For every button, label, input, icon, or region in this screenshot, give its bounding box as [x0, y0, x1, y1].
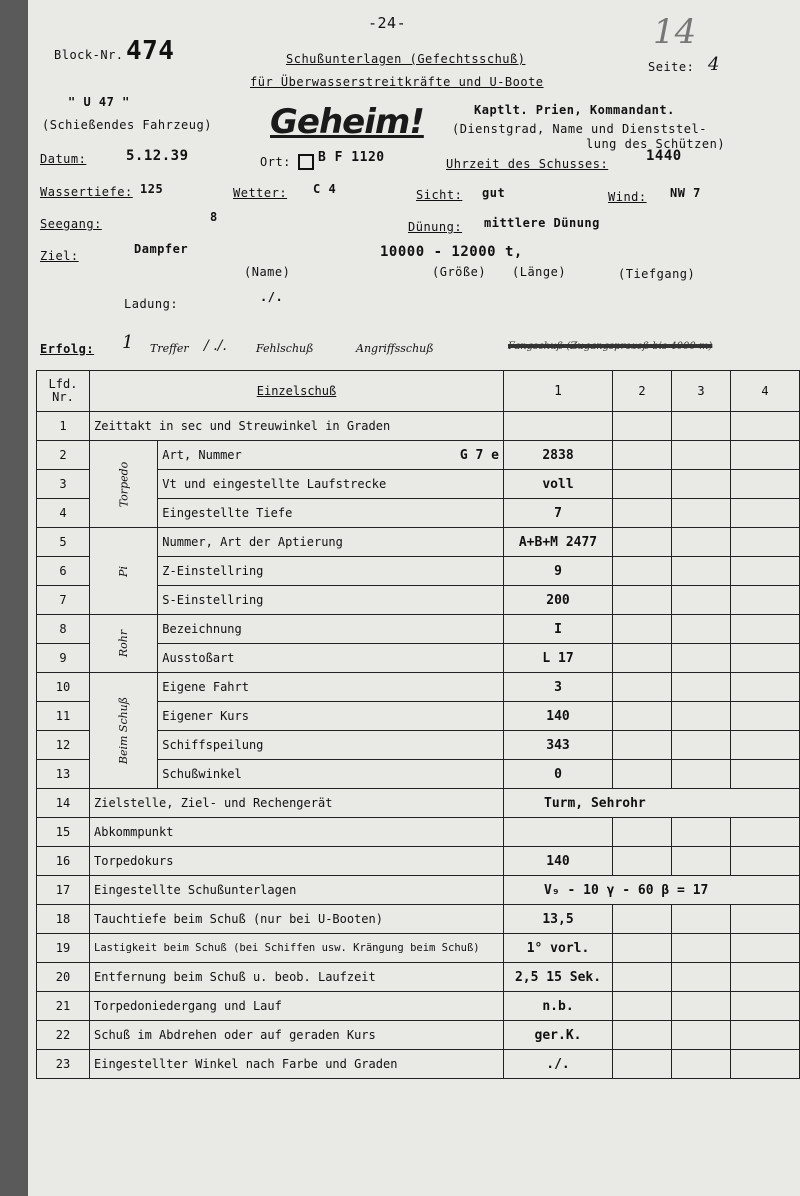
- row-number: 6: [37, 557, 90, 586]
- row-value: 3: [504, 673, 613, 702]
- row-label-text: Ausstoßart: [162, 651, 235, 665]
- cell-col-3: [672, 528, 731, 557]
- table-row: [37, 528, 800, 557]
- secret-stamp: Geheim!: [270, 102, 424, 142]
- cell-col-4: [731, 760, 800, 789]
- header-nr: Lfd. Nr.: [37, 371, 90, 412]
- row-value: A+B+M 2477: [504, 528, 613, 557]
- page-label: Seite:: [648, 60, 695, 74]
- result-attack-text: Angriffsschuß: [356, 342, 434, 355]
- cell-col-4: [731, 557, 800, 586]
- row-number: 7: [37, 586, 90, 615]
- cell-col-4: [731, 731, 800, 760]
- target-size: 10000 - 12000 t,: [380, 244, 523, 260]
- row-number: 8: [37, 615, 90, 644]
- table-row: [37, 673, 800, 702]
- block-label: Block-Nr.: [54, 48, 124, 62]
- cell-col-4: [731, 818, 800, 847]
- row-number: 19: [37, 934, 90, 963]
- cell-col-3: [672, 934, 731, 963]
- row-value: n.b.: [504, 992, 613, 1021]
- header-col-4: 4: [731, 371, 800, 412]
- wind-label: Wind:: [608, 190, 647, 204]
- row-number: 5: [37, 528, 90, 557]
- shooter-label-2: lung des Schützen): [586, 137, 726, 151]
- shot-table: [36, 370, 800, 1079]
- row-label-text: Vt und eingestellte Laufstrecke: [162, 477, 387, 491]
- cell-col-4: [731, 412, 800, 441]
- cell-col-2: [613, 499, 672, 528]
- group-label-text: Rohr: [117, 629, 131, 658]
- cell-col-4: [731, 702, 800, 731]
- table-row: [37, 615, 800, 644]
- row-label: Torpedokurs: [90, 847, 504, 876]
- row-number: 1: [37, 412, 90, 441]
- cell-col-2: [613, 992, 672, 1021]
- result-hits: 1: [122, 332, 134, 353]
- row-label: Torpedoniedergang und Lauf: [90, 992, 504, 1021]
- weather-label: Wetter:: [233, 186, 288, 200]
- cell-col-3: [672, 499, 731, 528]
- cell-col-2: [613, 557, 672, 586]
- row-label: [158, 760, 504, 789]
- cell-col-4: [731, 441, 800, 470]
- row-number: 17: [37, 876, 90, 905]
- cell-col-2: [613, 586, 672, 615]
- table-row: [37, 441, 800, 470]
- row-label: Eingestellte Schußunterlagen: [90, 876, 504, 905]
- row-label: [158, 557, 504, 586]
- cell-col-3: [672, 644, 731, 673]
- row-label-text: Art, Nummer: [162, 447, 242, 462]
- document-page: [28, 0, 800, 1196]
- row-value: V₉ - 10 γ - 60 β = 17: [504, 876, 800, 905]
- row-label: Zeittakt in sec und Streuwinkel in Graden: [90, 412, 504, 441]
- result-label: Erfolg:: [40, 342, 95, 356]
- cell-col-3: [672, 412, 731, 441]
- date-label: Datum:: [40, 152, 87, 166]
- vessel-value: " U 47 ": [68, 95, 130, 109]
- time-label: Uhrzeit des Schusses:: [446, 157, 609, 171]
- row-value: 140: [504, 702, 613, 731]
- row-value: L 17: [504, 644, 613, 673]
- header-single-label: Einzelschuß: [256, 384, 337, 398]
- group-label: [90, 441, 158, 528]
- row-value: Turm, Sehrohr: [504, 789, 800, 818]
- result-miss: / ./.: [204, 338, 227, 354]
- row-value: 13,5: [504, 905, 613, 934]
- cell-col-3: [672, 470, 731, 499]
- row-label-text: Eigene Fahrt: [162, 680, 249, 694]
- sight-value: gut: [482, 186, 506, 200]
- row-extra: G 7 e: [459, 447, 499, 463]
- group-label-text: Torpedo: [117, 461, 131, 507]
- row-label: [158, 499, 504, 528]
- square-icon: [298, 154, 314, 170]
- cargo-label: Ladung:: [124, 297, 179, 311]
- corner-mark: 14: [653, 12, 697, 52]
- table-row: [37, 905, 800, 934]
- cell-col-4: [731, 992, 800, 1021]
- row-label-text: Eingestellte Tiefe: [162, 506, 293, 520]
- cell-col-3: [672, 905, 731, 934]
- table-row: [37, 1021, 800, 1050]
- cell-col-3: [672, 1021, 731, 1050]
- row-label: [158, 470, 504, 499]
- page-mark: -24-: [368, 14, 407, 32]
- table-row: [37, 963, 800, 992]
- row-value: 200: [504, 586, 613, 615]
- row-label: Schuß im Abdrehen oder auf geraden Kurs: [90, 1021, 504, 1050]
- block-number: 474: [126, 36, 175, 66]
- time-value: 1440: [646, 148, 682, 164]
- cell-col-4: [731, 586, 800, 615]
- row-label: Eingestellter Winkel nach Farbe und Graden: [90, 1050, 504, 1079]
- cell-col-3: [672, 818, 731, 847]
- result-miss-text: Fehlschuß: [256, 342, 314, 355]
- cell-col-4: [731, 1021, 800, 1050]
- shooter-value: Kaptlt. Prien, Kommandant.: [474, 103, 675, 117]
- cell-col-2: [613, 1021, 672, 1050]
- row-label: [158, 702, 504, 731]
- group-label: [90, 528, 158, 615]
- header-col-2: 2: [613, 371, 672, 412]
- row-label: [158, 644, 504, 673]
- depth-label: Wassertiefe:: [40, 185, 133, 199]
- cell-col-4: [731, 934, 800, 963]
- row-value: ./.: [504, 1050, 613, 1079]
- sea-value: 8: [210, 210, 218, 224]
- row-number: 3: [37, 470, 90, 499]
- vessel-label: (Schießendes Fahrzeug): [42, 118, 212, 132]
- row-number: 20: [37, 963, 90, 992]
- row-label: Zielstelle, Ziel- und Rechengerät: [90, 789, 504, 818]
- row-label: Tauchtiefe beim Schuß (nur bei U-Booten): [90, 905, 504, 934]
- row-number: 12: [37, 731, 90, 760]
- header-single: [90, 371, 504, 412]
- page-value: 4: [708, 54, 720, 75]
- target-sub-length: (Länge): [512, 265, 567, 279]
- row-number: 13: [37, 760, 90, 789]
- row-number: 2: [37, 441, 90, 470]
- row-label-text: Nummer, Art der Aptierung: [162, 535, 343, 549]
- row-label: Abkommpunkt: [90, 818, 504, 847]
- row-value: [504, 412, 613, 441]
- row-value: ger.K.: [504, 1021, 613, 1050]
- table-row: [37, 847, 800, 876]
- group-label-text: Pi: [117, 565, 131, 577]
- row-value: 343: [504, 731, 613, 760]
- cell-col-3: [672, 702, 731, 731]
- row-number: 14: [37, 789, 90, 818]
- row-value: 7: [504, 499, 613, 528]
- place-value: B F 1120: [318, 150, 385, 165]
- cell-col-3: [672, 992, 731, 1021]
- row-label-text: Schiffspeilung: [162, 738, 264, 752]
- cell-col-4: [731, 528, 800, 557]
- table-row: [37, 876, 800, 905]
- row-number: 21: [37, 992, 90, 1021]
- depth-value: 125: [140, 182, 164, 196]
- row-number: 15: [37, 818, 90, 847]
- table-row: [37, 818, 800, 847]
- row-label-text: S-Einstellring: [162, 593, 264, 607]
- row-value: I: [504, 615, 613, 644]
- cell-col-2: [613, 412, 672, 441]
- row-label-text: Bezeichnung: [162, 622, 242, 636]
- cell-col-2: [613, 934, 672, 963]
- cell-col-3: [672, 760, 731, 789]
- cell-col-4: [731, 1050, 800, 1079]
- cell-col-2: [613, 470, 672, 499]
- table-row: [37, 412, 800, 441]
- cell-col-2: [613, 702, 672, 731]
- cell-col-3: [672, 1050, 731, 1079]
- target-sub-size: (Größe): [432, 265, 487, 279]
- table-row: [37, 789, 800, 818]
- sea-label: Seegang:: [40, 217, 102, 231]
- date-value: 5.12.39: [126, 148, 189, 164]
- row-number: 10: [37, 673, 90, 702]
- row-number: 11: [37, 702, 90, 731]
- cell-col-4: [731, 963, 800, 992]
- row-number: 22: [37, 1021, 90, 1050]
- row-label: [158, 731, 504, 760]
- cell-col-4: [731, 499, 800, 528]
- row-label: Lastigkeit beim Schuß (bei Schiffen usw. Krängung beim Schuß): [90, 934, 504, 963]
- group-label: [90, 615, 158, 673]
- row-label: Entfernung beim Schuß u. beob. Laufzeit: [90, 963, 504, 992]
- cargo-value: ./.: [260, 290, 284, 304]
- row-number: 4: [37, 499, 90, 528]
- cell-col-3: [672, 673, 731, 702]
- cell-col-2: [613, 905, 672, 934]
- cell-col-2: [613, 963, 672, 992]
- cell-col-2: [613, 818, 672, 847]
- row-value: 9: [504, 557, 613, 586]
- target-sub-draft: (Tiefgang): [618, 267, 696, 281]
- cell-col-2: [613, 760, 672, 789]
- wind-value: NW 7: [670, 186, 701, 200]
- header-col-3: 3: [672, 371, 731, 412]
- cell-col-4: [731, 644, 800, 673]
- weather-value: C 4: [313, 182, 337, 196]
- row-value: 2,5 15 Sek.: [504, 963, 613, 992]
- cell-col-4: [731, 470, 800, 499]
- cell-col-3: [672, 557, 731, 586]
- row-number: 18: [37, 905, 90, 934]
- row-label: [158, 673, 504, 702]
- row-label-text: Z-Einstellring: [162, 564, 264, 578]
- row-value: 0: [504, 760, 613, 789]
- cell-col-2: [613, 441, 672, 470]
- sight-label: Sicht:: [416, 188, 463, 202]
- row-value: voll: [504, 470, 613, 499]
- form-title: Schußunterlagen (Gefechtsschuß): [286, 52, 526, 66]
- row-label-text: Schußwinkel: [162, 767, 242, 781]
- result-struck-text: Fangschuß (Zugangsprozeß bis 4000 m): [508, 341, 713, 352]
- cell-col-3: [672, 586, 731, 615]
- table-row: [37, 934, 800, 963]
- form-subtitle: für Überwasserstreitkräfte und U-Boote: [250, 75, 544, 89]
- cell-col-3: [672, 731, 731, 760]
- row-value: 1° vorl.: [504, 934, 613, 963]
- cell-col-2: [613, 731, 672, 760]
- cell-col-3: [672, 441, 731, 470]
- shooter-label-1: (Dienstgrad, Name und Dienststel-: [452, 122, 707, 136]
- cell-col-3: [672, 847, 731, 876]
- group-label: [90, 673, 158, 789]
- row-label: [158, 528, 504, 557]
- cell-col-4: [731, 673, 800, 702]
- cell-col-2: [613, 673, 672, 702]
- row-number: 9: [37, 644, 90, 673]
- cell-col-3: [672, 615, 731, 644]
- swell-label: Dünung:: [408, 220, 463, 234]
- row-label: [158, 586, 504, 615]
- row-number: 16: [37, 847, 90, 876]
- table-row: [37, 1050, 800, 1079]
- header-col-1: 1: [504, 371, 613, 412]
- cell-col-2: [613, 644, 672, 673]
- swell-value: mittlere Dünung: [484, 216, 600, 230]
- table-row: [37, 992, 800, 1021]
- target-value: Dampfer: [134, 242, 189, 256]
- row-label-text: Eigener Kurs: [162, 709, 249, 723]
- row-label: [158, 615, 504, 644]
- cell-col-4: [731, 847, 800, 876]
- cell-col-2: [613, 615, 672, 644]
- row-value: 140: [504, 847, 613, 876]
- cell-col-2: [613, 1050, 672, 1079]
- result-hits-text: Treffer: [150, 342, 189, 355]
- cell-col-2: [613, 528, 672, 557]
- target-label: Ziel:: [40, 249, 79, 263]
- cell-col-3: [672, 963, 731, 992]
- cell-col-4: [731, 615, 800, 644]
- place-label: Ort:: [260, 155, 291, 169]
- row-label: [158, 441, 504, 470]
- cell-col-4: [731, 905, 800, 934]
- row-value: [504, 818, 613, 847]
- cell-col-2: [613, 847, 672, 876]
- table-header-row: [37, 371, 800, 412]
- row-number: 23: [37, 1050, 90, 1079]
- group-label-text: Beim Schuß: [117, 696, 131, 765]
- row-value: 2838: [504, 441, 613, 470]
- target-sub-name: (Name): [244, 265, 291, 279]
